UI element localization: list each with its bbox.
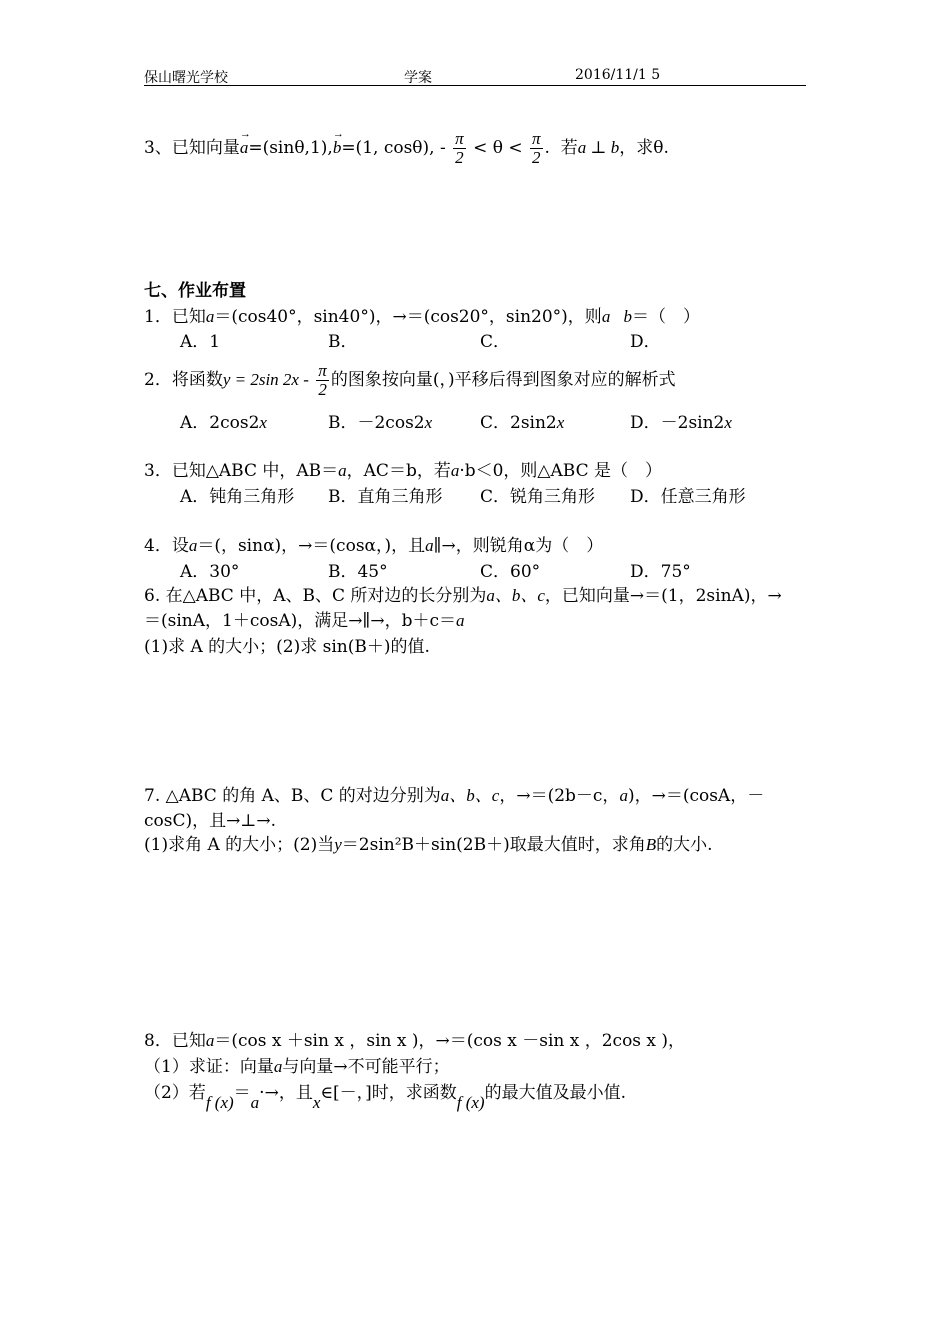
hw6-line3: (1)求 A 的大小；(2)求 sin(B＋)的值. [144, 637, 430, 657]
hw8-line3: （2）若f (x)＝a·→，且x∈[－，]时，求函数f (x)的最大值及最小值. [144, 1083, 626, 1112]
hw4-option-b: B．45° [328, 562, 388, 582]
hw4-option-a: A．30° [180, 562, 240, 582]
frac-pi-2-left: $\frac{\pi}{2}$ [455, 129, 464, 167]
q3-a-expr: =(sinθ,1), [248, 138, 333, 158]
hw2-option-b: B．－2cos2x [328, 413, 433, 433]
vector-b: → b [333, 128, 342, 168]
hw3-option-b: B．直角三角形 [328, 487, 443, 507]
q3-cond-pre: 若 [560, 138, 578, 158]
q3-dot: . [544, 138, 550, 158]
hw8-line2: （1）求证：向量a与向量→不可能平行； [144, 1057, 450, 1077]
hw4-option-d: D．75° [630, 562, 691, 582]
section-title: 七、作业布置 [144, 281, 246, 301]
frac-pi-2-right: $\frac{\pi}{2}$ [532, 129, 541, 167]
hw3-option-a: A．钝角三角形 [180, 487, 295, 507]
header-rule [144, 85, 806, 86]
vector-a: → a [240, 128, 249, 168]
q3-b-expr: =(1, cosθ), - [341, 138, 446, 158]
hw2-option-d: D．－2sin2x [630, 413, 732, 433]
hw2-stem: 2．将函数y = 2sin 2x - $\frac{\pi}{2}$ 的图象按向量(，)平移后得到图象对应的解析式 [144, 361, 676, 399]
hw6-line1: 6. 在△ABC 中，A、B、C 所对边的长分别为a、b、c，已知向量→＝(1，2sinA)，→ [144, 586, 782, 606]
header-doc-type: 学案 [404, 70, 432, 86]
q3-label: 3、已知向量 [144, 138, 240, 158]
hw8-line1: 8．已知a＝(cos x ＋sin x ，sin x )，→＝(cos x －sin x ，2cos x )， [144, 1031, 686, 1051]
hw1-option-b: B． [328, 332, 358, 352]
hw3-option-c: C．锐角三角形 [480, 487, 596, 507]
q3-condition: a ⊥ b [577, 138, 620, 157]
hw1-option-d: D． [630, 332, 661, 352]
hw7-line3: (1)求角 A 的大小；(2)当y＝2sin²B＋sin(2B＋)取最大值时，求角B的大小. [144, 835, 713, 855]
hw4-option-c: C．60° [480, 562, 541, 582]
hw7-line1: 7. △ABC 的角 A、B、C 的对边分别为a、b、c，→＝(2b－c，a)，→＝(cosA，－ [144, 786, 765, 806]
header-date: 2016/11/1 5 [575, 67, 661, 83]
q3-inequality: < θ < [473, 138, 523, 158]
hw3-option-d: D．任意三角形 [630, 487, 746, 507]
q3-ask: ，求θ. [619, 138, 669, 158]
hw6-line2: ＝(sinA，1＋cosA)，满足→∥→，b＋c＝a [144, 611, 465, 631]
hw2-option-c: C．2sin2x [480, 413, 565, 433]
hw7-line2: cosC)，且→⊥→. [144, 811, 276, 831]
hw1-stem: 1．已知a＝(cos40°，sin40°)，→＝(cos20°，sin20°)，则a⃞b＝（ ） [144, 307, 701, 327]
hw2-option-a: A．2cos2x [180, 413, 267, 433]
hw3-stem: 3．已知△ABC 中，AB＝a，AC＝b，若a·b＜0，则△ABC 是（ ） [144, 461, 662, 481]
hw1-option-c: C． [480, 332, 511, 352]
header-school: 保山曙光学校 [144, 70, 228, 86]
q3-top [144, 128, 669, 168]
frac-pi-2: $\frac{\pi}{2}$ [318, 361, 327, 399]
hw1-option-a: A．1 [180, 332, 221, 352]
hw4-stem: 4．设a＝(，sinα)，→＝(cosα，)，且a∥→，则锐角α为（ ） [144, 536, 604, 556]
